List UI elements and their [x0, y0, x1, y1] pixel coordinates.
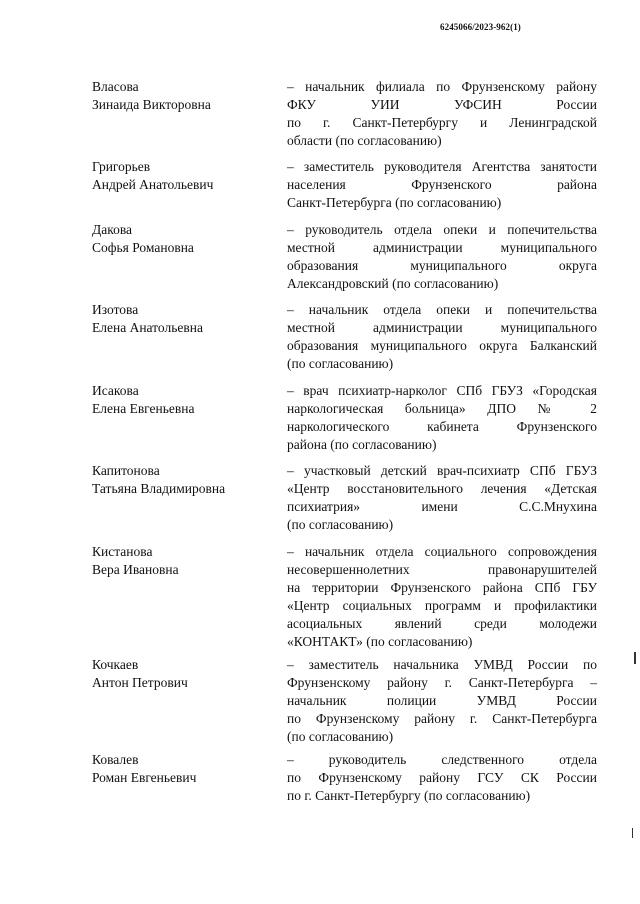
given-names: Андрей Анатольевич — [92, 177, 214, 192]
position-line: «Центр социальных программ и профилактики — [287, 598, 597, 613]
position-line: – руководитель следственного отдела — [287, 752, 597, 767]
position-description — [287, 751, 597, 805]
given-names: Антон Петрович — [92, 675, 188, 690]
position-line: наркологическая больница» ДПО № 2 — [287, 401, 597, 416]
surname: Капитонова — [92, 463, 160, 478]
position-line: ФКУ УИИ УФСИН России — [287, 97, 597, 112]
position-line: – врач психиатр-нарколог СПб ГБУЗ «Городская — [287, 383, 597, 398]
surname: Исакова — [92, 383, 139, 398]
position-description — [287, 543, 597, 651]
position-line: (по согласованию) — [287, 517, 394, 532]
position-description — [287, 656, 597, 746]
position-line: Фрунзенскому району г. Санкт-Петербурга – — [287, 675, 597, 690]
surname: Дакова — [92, 222, 133, 237]
position-line: области (по согласованию) — [287, 133, 442, 148]
given-names: Елена Анатольевна — [92, 320, 203, 335]
position-line: – начальник отдела социального сопровождения — [287, 544, 597, 559]
surname: Григорьев — [92, 159, 151, 174]
person-name — [92, 462, 272, 498]
position-line: местной администрации муниципального — [287, 320, 597, 335]
position-line: населения Фрунзенского района — [287, 177, 597, 192]
person-name — [92, 656, 272, 692]
position-line: местной администрации муниципального — [287, 240, 597, 255]
scan-edge-mark — [634, 652, 636, 664]
person-name — [92, 751, 272, 787]
position-description — [287, 78, 597, 150]
position-line: по Фрунзенскому району ГСУ СК России — [287, 770, 597, 785]
position-line: – начальник отдела опеки и попечительства — [287, 302, 597, 317]
given-names: Татьяна Владимировна — [92, 481, 226, 496]
position-line: начальник полиции УМВД России — [287, 693, 597, 708]
surname: Ковалев — [92, 752, 139, 767]
position-line: «КОНТАКТ» (по согласованию) — [287, 634, 473, 649]
position-line: по Фрунзенскому району г. Санкт-Петербурга — [287, 711, 597, 726]
position-line: наркологического кабинета Фрунзенского — [287, 419, 597, 434]
person-name — [92, 158, 272, 194]
position-line: (по согласованию) — [287, 356, 394, 371]
given-names: Зинаида Викторовна — [92, 97, 211, 112]
person-name — [92, 382, 272, 418]
person-name — [92, 543, 272, 579]
person-name — [92, 221, 272, 257]
surname: Кочкаев — [92, 657, 139, 672]
person-name — [92, 301, 272, 337]
position-line: образования муниципального округа Балканский — [287, 338, 597, 353]
position-line: – руководитель отдела опеки и попечительства — [287, 222, 597, 237]
position-line: – участковый детский врач-психиатр СПб ГБУЗ — [287, 463, 597, 478]
surname: Власова — [92, 79, 139, 94]
position-description — [287, 158, 597, 212]
given-names: Вера Ивановна — [92, 562, 179, 577]
position-line: – заместитель руководителя Агентства занятости — [287, 159, 597, 174]
position-line: (по согласованию) — [287, 729, 394, 744]
position-line: асоциальных явлений среди молодежи — [287, 616, 597, 631]
given-names: Елена Евгеньевна — [92, 401, 195, 416]
scan-edge-mark — [632, 828, 633, 838]
position-line: по г. Санкт-Петербургу и Ленинградской — [287, 115, 597, 130]
position-line: – начальник филиала по Фрунзенскому району — [287, 79, 597, 94]
position-description — [287, 301, 597, 373]
position-line: – заместитель начальника УМВД России по — [287, 657, 597, 672]
position-line: Александровский (по согласованию) — [287, 276, 499, 291]
given-names: Роман Евгеньевич — [92, 770, 197, 785]
position-line: Санкт-Петербурга (по согласованию) — [287, 195, 502, 210]
document-number: 6245066/2023-962(1) — [440, 22, 521, 32]
position-line: несовершеннолетних правонарушителей — [287, 562, 597, 577]
position-description — [287, 462, 597, 534]
person-name — [92, 78, 272, 114]
position-line: на территории Фрунзенского района СПб ГБУ — [287, 580, 597, 595]
position-line: по г. Санкт-Петербургу (по согласованию) — [287, 788, 531, 803]
position-description — [287, 382, 597, 454]
surname: Изотова — [92, 302, 139, 317]
position-line: района (по согласованию) — [287, 437, 437, 452]
position-line: образования муниципального округа — [287, 258, 597, 273]
surname: Кистанова — [92, 544, 153, 559]
position-line: «Центр восстановительного лечения «Детская — [287, 481, 597, 496]
given-names: Софья Романовна — [92, 240, 194, 255]
position-description — [287, 221, 597, 293]
position-line: психиатрия» имени С.С.Мнухина — [287, 499, 597, 514]
